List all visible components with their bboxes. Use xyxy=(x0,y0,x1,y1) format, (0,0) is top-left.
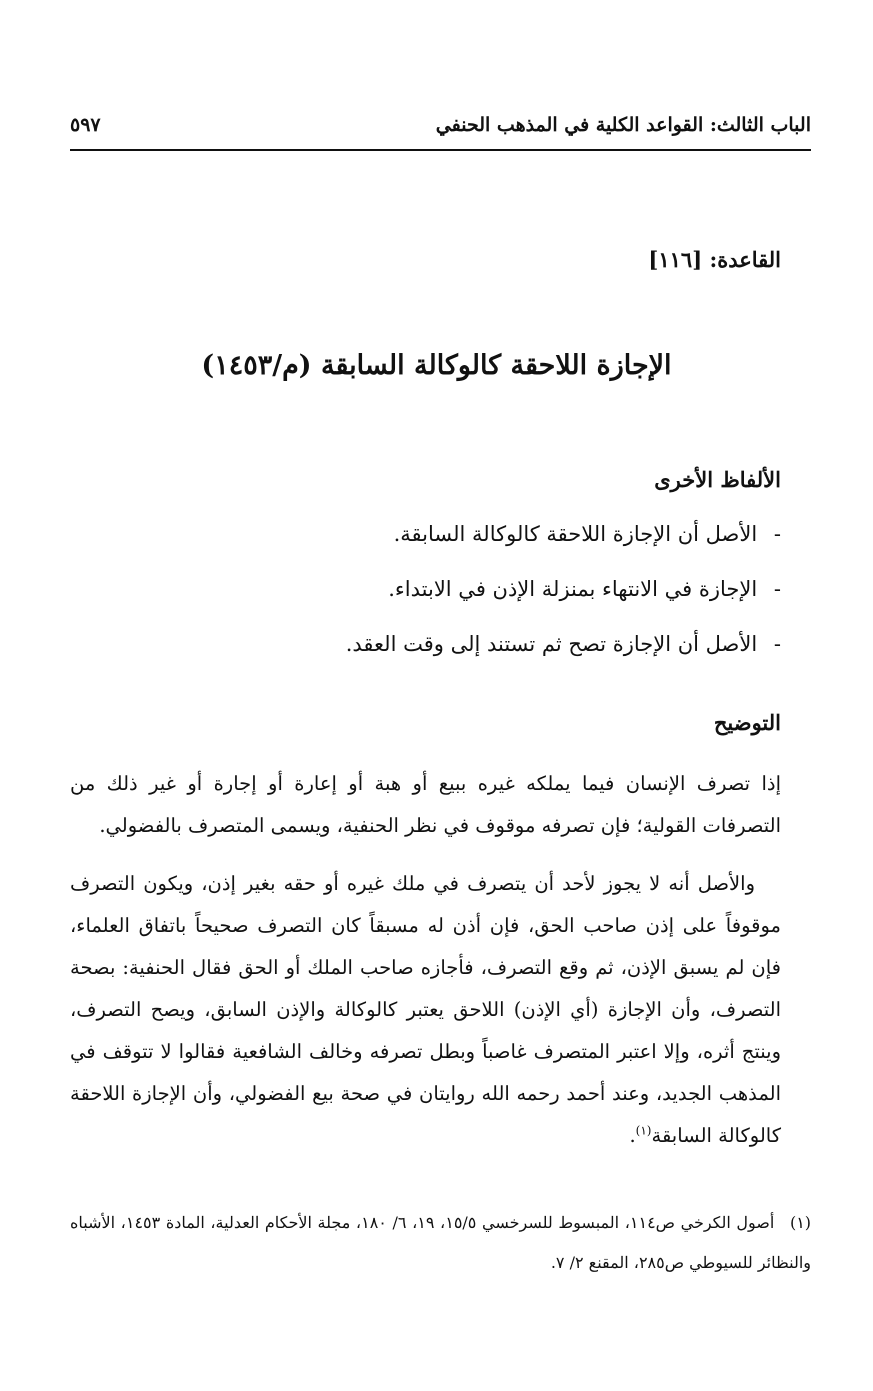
paragraph-end-punctuation: . xyxy=(629,1124,636,1147)
list-bullet: - xyxy=(773,522,781,546)
list-item xyxy=(200,632,781,687)
alternative-wordings-heading: الألفاظ الأخرى xyxy=(654,467,781,492)
header-divider xyxy=(70,149,811,151)
footnote-text: أصول الكرخي ص١١٤، المبسوط للسرخسي ١٥/٥، ١٩، ٦/ ١٨٠، مجلة الأحكام العدلية، المادة ١٤٥٣، الأشباه والنظائر للسيوطي ص٢٨٥، المقنع ٢/ ٧. xyxy=(70,1213,811,1272)
rule-number: [١١٦] xyxy=(648,247,703,272)
list-item-text: الأصل أن الإجازة تصح ثم تستند إلى وقت العقد. xyxy=(345,632,758,656)
explanation-paragraph-2 xyxy=(70,863,781,1157)
rule-number-label: القاعدة: xyxy=(709,247,781,272)
footnote-marker: (١) xyxy=(789,1213,812,1232)
rule-number-line xyxy=(648,247,781,272)
page-number: ٥٩٧ xyxy=(70,114,101,136)
list-item-text: الإجازة في الانتهاء بمنزلة الإذن في الابتداء. xyxy=(388,577,758,601)
explanation-heading: التوضيح xyxy=(713,710,781,735)
explanation-paragraph-2-text: والأصل أنه لا يجوز لأحد أن يتصرف في ملك غيره أو حقه بغير إذن، ويكون التصرف موقوفاً على إذن صاحب الحق، فإن أذن له مسبقاً كان التصرف صحيحاً باتفاق العلماء، فإن لم يسبق الإذن، ثم وقع التصرف، فأجازه صاحب الملك أو الحق فقال الحنفية: بصحة التصرف، وأن الإجازة (أي الإذن) اللاحق يعتبر كالوكالة والإذن السابق، ويصح التصرف، وينتج أثره، وإلا اعتبر المتصرف غاصباً وبطل تصرفه وخالف الشافعية فقالوا لا تتوقف في المذهب الجديد، وعند أحمد رحمه الله روايتان في صحة بيع الفضولي، وأن الإجازة اللاحقة كالوكالة السابقة xyxy=(70,872,781,1147)
footnotes xyxy=(70,1203,811,1283)
alternative-wordings-list xyxy=(200,522,781,687)
explanation-paragraph-1: إذا تصرف الإنسان فيما يملكه غيره ببيع أو هبة أو إعارة أو إجارة أو غير ذلك من التصرفات القولية؛ فإن تصرفه موقوف في نظر الحنفية، ويسمى المتصرف بالفضولي. xyxy=(70,772,781,837)
footnote-reference[interactable]: (١) xyxy=(635,1123,652,1138)
list-bullet: - xyxy=(773,577,781,601)
list-item xyxy=(200,577,781,632)
running-header xyxy=(70,110,811,146)
list-bullet: - xyxy=(773,632,781,656)
list-item xyxy=(200,522,781,577)
list-item-text: الأصل أن الإجازة اللاحقة كالوكالة السابقة. xyxy=(393,522,758,546)
rule-title: الإجازة اللاحقة كالوكالة السابقة (م/١٤٥٣) xyxy=(201,350,672,381)
running-title: الباب الثالث: القواعد الكلية في المذهب الحنفي xyxy=(435,114,811,136)
footnote xyxy=(70,1203,811,1283)
